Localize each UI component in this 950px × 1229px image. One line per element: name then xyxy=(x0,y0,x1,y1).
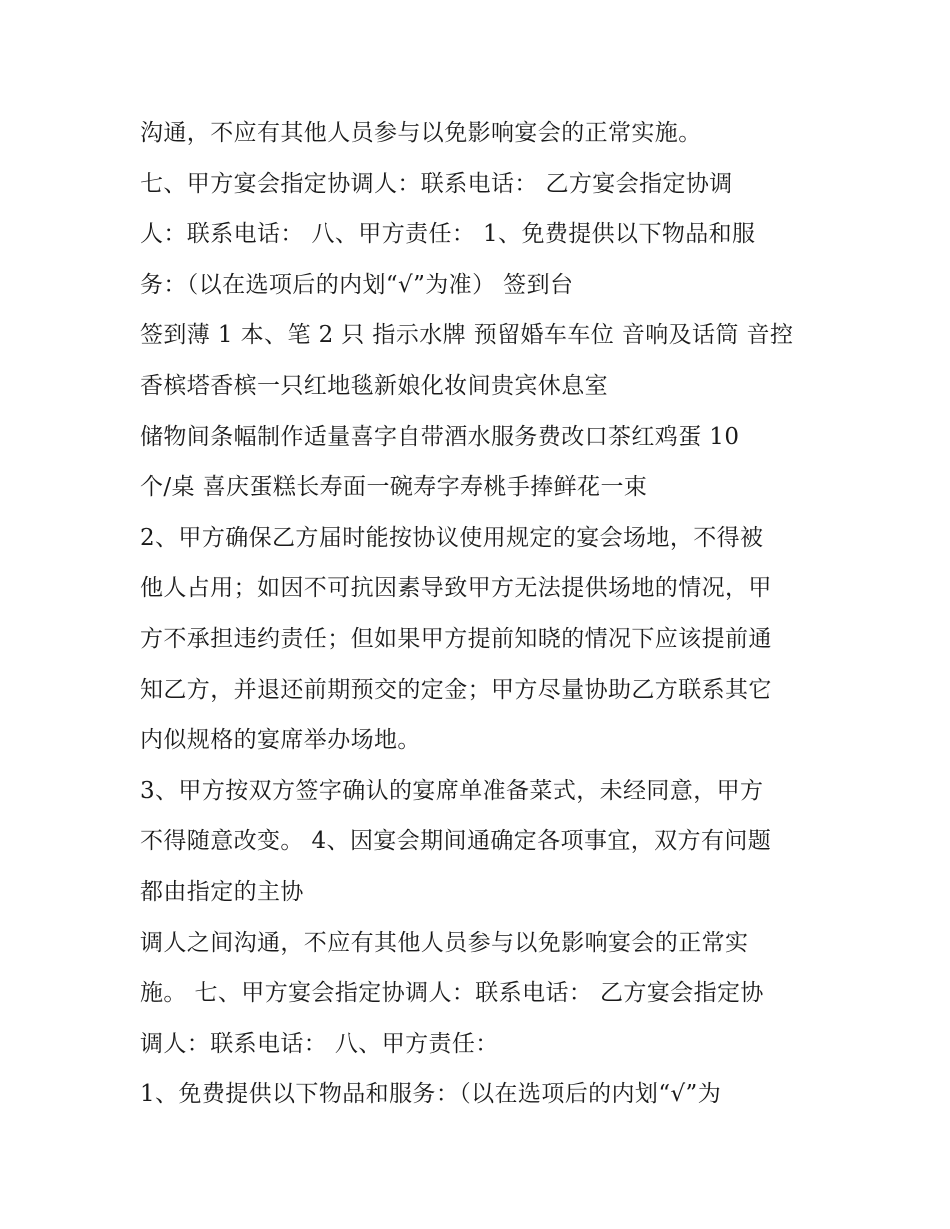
text-line: 务：（以在选项后的内划“√”为准） 签到台 xyxy=(140,271,574,298)
text-line: 2、甲方确保乙方届时能按协议使用规定的宴会场地，不得被 xyxy=(140,524,764,551)
text-line: 香槟塔香槟一只红地毯新娘化妆间贵宾休息室 xyxy=(140,372,608,399)
text-line: 知乙方，并退还前期预交的定金；甲方尽量协助乙方联系其它 xyxy=(140,676,772,703)
text-line: 调人：联系电话： 八、甲方责任： xyxy=(140,1030,499,1057)
text-line: 施。 七、甲方宴会指定协调人：联系电话： 乙方宴会指定协 xyxy=(140,980,764,1007)
text-line: 七、甲方宴会指定协调人：联系电话： 乙方宴会指定协调 xyxy=(140,170,733,197)
text-line: 都由指定的主协 xyxy=(140,878,304,905)
text-line: 人：联系电话： 八、甲方责任： 1、免费提供以下物品和服 xyxy=(140,221,756,248)
text-line: 他人占用；如因不可抗因素导致甲方无法提供场地的情况，甲 xyxy=(140,575,772,602)
text-line: 储物间条幅制作适量喜字自带酒水服务费改口茶红鸡蛋 10 xyxy=(140,423,740,450)
text-line: 内似规格的宴席举办场地。 xyxy=(140,727,421,754)
text-line: 3、甲方按双方签字确认的宴席单准备菜式，未经同意，甲方 xyxy=(140,777,764,804)
text-line: 个/桌 喜庆蛋糕长寿面一碗寿字寿桃手捧鲜花一束 xyxy=(140,474,648,501)
text-line: 1、免费提供以下物品和服务：（以在选项后的内划“√”为 xyxy=(140,1081,722,1108)
text-line: 方不承担违约责任；但如果甲方提前知晓的情况下应该提前通 xyxy=(140,625,772,652)
text-line: 不得随意改变。 4、因宴会期间通确定各项事宜，双方有问题 xyxy=(140,828,772,855)
text-line: 沟通，不应有其他人员参与以免影响宴会的正常实施。 xyxy=(140,120,702,146)
text-line: 签到薄 1 本、笔 2 只 指示水牌 预留婚车车位 音响及话筒 音控 xyxy=(140,322,794,349)
document-body xyxy=(140,108,830,1120)
text-line: 调人之间沟通，不应有其他人员参与以免影响宴会的正常实 xyxy=(140,929,749,956)
